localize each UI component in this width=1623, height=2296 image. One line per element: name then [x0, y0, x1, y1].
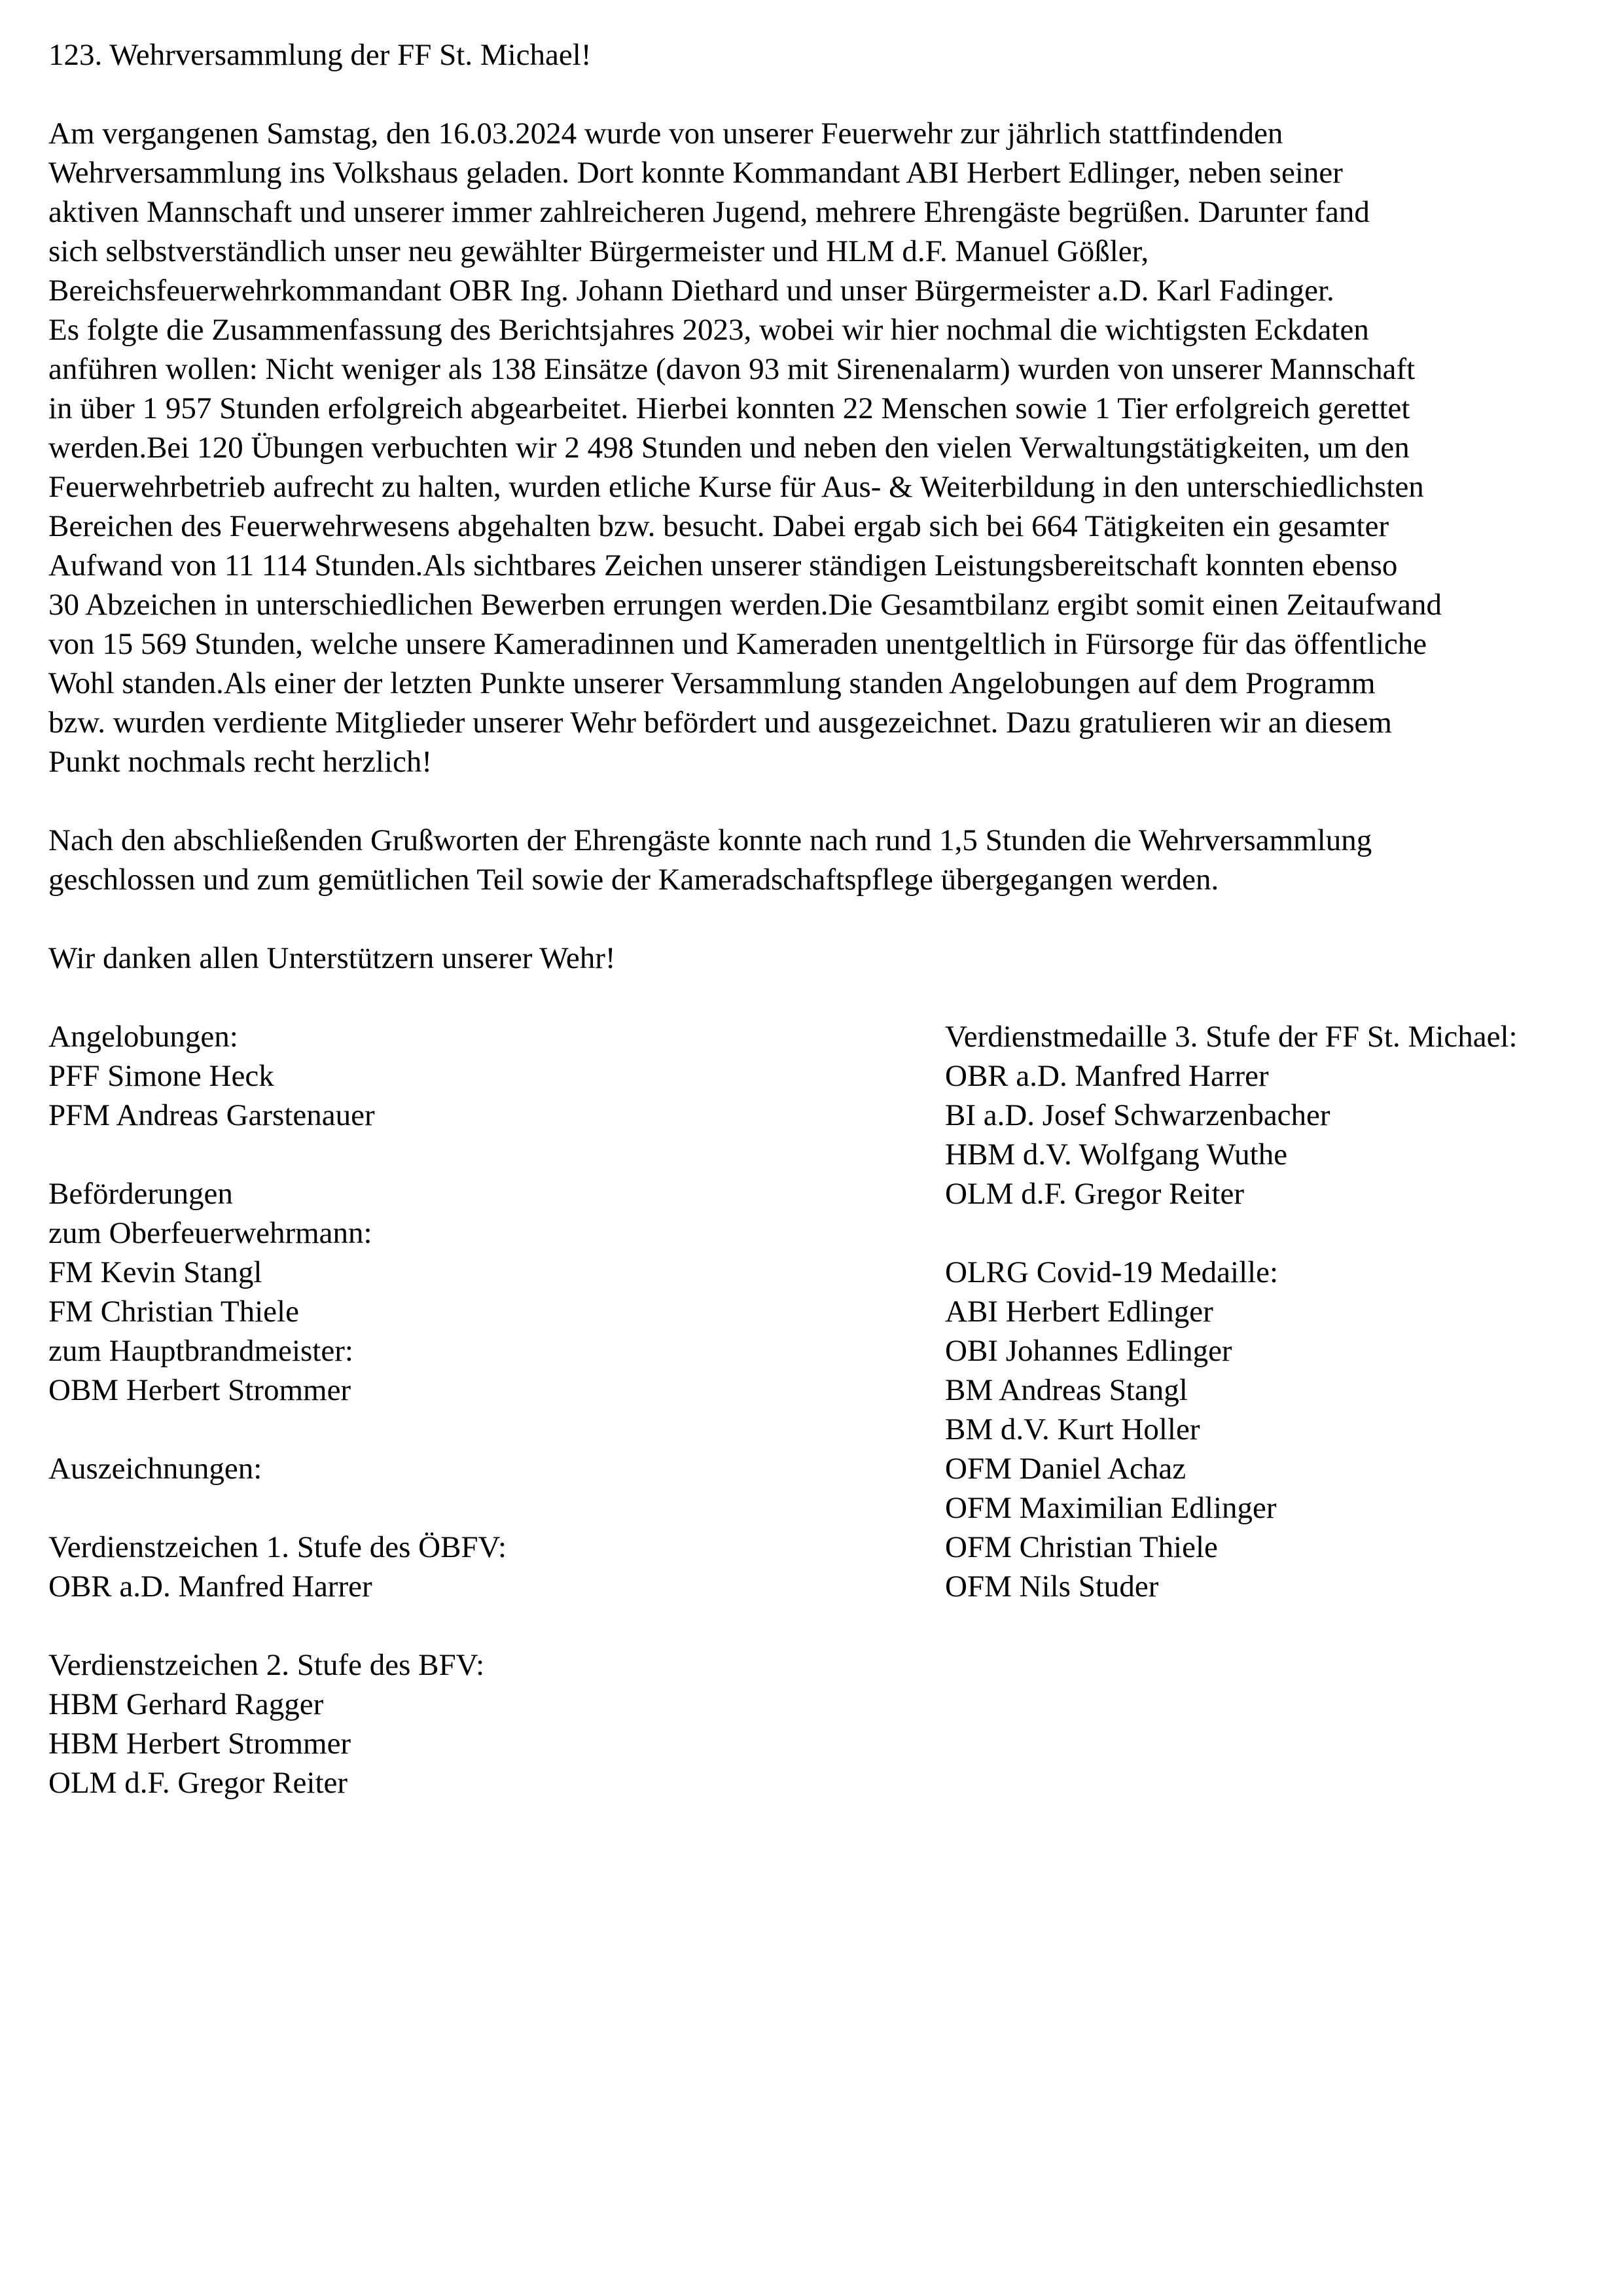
- text-line: Aufwand von 11 114 Stunden.Als sichtbares Zeichen unserer ständigen Leistungsbereitschaft konnten ebenso: [48, 548, 1398, 583]
- spacer: [48, 75, 1593, 114]
- verdienstmedaille-section: [945, 1017, 1593, 1213]
- text-line: aktiven Mannschaft und unserer immer zahlreicheren Jugend, mehrere Ehrengäste begrüßen. Darunter fand: [48, 195, 1370, 229]
- name-item: OBM Herbert Strommer: [48, 1373, 351, 1407]
- text-line: Wehrversammlung ins Volkshaus geladen. Dort konnte Kommandant ABI Herbert Edlinger, neben seiner: [48, 156, 1343, 190]
- text-line: Punkt nochmals recht herzlich!: [48, 745, 433, 779]
- name-item: OBR a.D. Manfred Harrer: [48, 1570, 372, 1604]
- left-column: [48, 1017, 899, 1803]
- text-line: Nach den abschließenden Grußworten der Ehrengäste konnte nach rund 1,5 Stunden die Wehrversammlung: [48, 823, 1372, 857]
- text-line: anführen wollen: Nicht weniger als 138 Einsätze (davon 93 mit Sirenenalarm) wurden von unserer Mannschaft: [48, 352, 1416, 386]
- name-item: PFF Simone Heck: [48, 1059, 274, 1093]
- section-heading: Verdienstzeichen 2. Stufe des BFV:: [48, 1648, 485, 1682]
- name-item: OFM Christian Thiele: [945, 1530, 1218, 1564]
- text-line: Bereichsfeuerwehrkommandant OBR Ing. Johann Diethard und unser Bürgermeister a.D. Karl Fadinger.: [48, 274, 1334, 308]
- text-line: in über 1 957 Stunden erfolgreich abgearbeitet. Hierbei konnten 22 Menschen sowie 1 Tier erfolgreich gerettet: [48, 391, 1410, 425]
- section-heading: Auszeichnungen:: [48, 1452, 262, 1486]
- text-line: geschlossen und zum gemütlichen Teil sowie der Kameradschaftspflege übergegangen werden.: [48, 863, 1219, 897]
- name-item: BM d.V. Kurt Holler: [945, 1412, 1200, 1446]
- verdienstzeichen1-section: [48, 1528, 899, 1606]
- text-line: Es folgte die Zusammenfassung des Berichtsjahres 2023, wobei wir hier nochmal die wichtigsten Eckdaten: [48, 313, 1369, 347]
- section-heading: Angelobungen:: [48, 1020, 238, 1054]
- name-item: OBR a.D. Manfred Harrer: [945, 1059, 1269, 1093]
- name-item: PFM Andreas Garstenauer: [48, 1098, 375, 1132]
- text-line: Am vergangenen Samstag, den 16.03.2024 wurde von unserer Feuerwehr zur jährlich stattfindenden: [48, 117, 1283, 151]
- paragraph-report: [48, 114, 1593, 781]
- name-item: ABI Herbert Edlinger: [945, 1295, 1213, 1329]
- name-item: OLM d.F. Gregor Reiter: [48, 1766, 348, 1800]
- name-item: FM Christian Thiele: [48, 1295, 299, 1329]
- name-item: OFM Nils Studer: [945, 1570, 1159, 1604]
- verdienstzeichen2-section: [48, 1645, 899, 1803]
- text-line: werden.Bei 120 Übungen verbuchten wir 2 498 Stunden und neben den vielen Verwaltungstätigkeiten, um den: [48, 431, 1410, 465]
- subsection-heading: zum Oberfeuerwehrmann:: [48, 1216, 372, 1250]
- name-item: HBM Gerhard Ragger: [48, 1687, 324, 1721]
- spacer: [48, 1410, 899, 1449]
- name-item: HBM d.V. Wolfgang Wuthe: [945, 1138, 1288, 1172]
- covid-medaille-section: [945, 1253, 1593, 1606]
- spacer: [945, 1213, 1593, 1253]
- name-item: BM Andreas Stangl: [945, 1373, 1188, 1407]
- text-line: von 15 569 Stunden, welche unsere Kameradinnen und Kameraden unentgeltlich in Fürsorge für das öffentliche: [48, 627, 1427, 661]
- thanks-line: Wir danken allen Unterstützern unserer Wehr!: [48, 941, 616, 975]
- text-line: Bereichen des Feuerwehrwesens abgehalten bzw. besucht. Dabei ergab sich bei 664 Tätigkeiten ein gesamter: [48, 509, 1389, 543]
- spacer: [48, 1488, 899, 1528]
- section-heading: OLRG Covid-19 Medaille:: [945, 1255, 1279, 1289]
- text-line: bzw. wurden verdiente Mitglieder unserer Wehr befördert und ausgezeichnet. Dazu gratulieren wir an diesem: [48, 706, 1392, 740]
- text-line: Wohl standen.Als einer der letzten Punkte unserer Versammlung standen Angelobungen auf dem Programm: [48, 666, 1376, 700]
- paragraph-closing: [48, 821, 1593, 899]
- subsection-heading: zum Hauptbrandmeister:: [48, 1334, 353, 1368]
- text-line: Feuerwehrbetrieb aufrecht zu halten, wurden etliche Kurse für Aus- & Weiterbildung in den unterschiedlichsten: [48, 470, 1424, 504]
- name-item: HBM Herbert Strommer: [48, 1727, 351, 1761]
- name-item: OBI Johannes Edlinger: [945, 1334, 1232, 1368]
- befoerderungen-section: [48, 1174, 899, 1410]
- text-line: sich selbstverständlich unser neu gewählter Bürgermeister und HLM d.F. Manuel Gößler,: [48, 234, 1149, 268]
- spacer: [48, 1606, 899, 1645]
- name-item: FM Kevin Stangl: [48, 1255, 262, 1289]
- section-heading: Verdienstmedaille 3. Stufe der FF St. Michael:: [945, 1020, 1518, 1054]
- document-title: 123. Wehrversammlung der FF St. Michael!: [48, 38, 592, 72]
- angelobungen-section: [48, 1017, 899, 1135]
- document-page: [48, 35, 1593, 1800]
- spacer: [48, 781, 1593, 821]
- name-item: OLM d.F. Gregor Reiter: [945, 1177, 1245, 1211]
- spacer: [48, 899, 1593, 939]
- right-column: [945, 1017, 1593, 1606]
- name-item: OFM Maximilian Edlinger: [945, 1491, 1277, 1525]
- name-item: BI a.D. Josef Schwarzenbacher: [945, 1098, 1330, 1132]
- spacer: [48, 1135, 899, 1174]
- section-heading: Verdienstzeichen 1. Stufe des ÖBFV:: [48, 1530, 507, 1564]
- text-line: 30 Abzeichen in unterschiedlichen Bewerben errungen werden.Die Gesamtbilanz ergibt somit einen Zeitaufwand: [48, 588, 1442, 622]
- name-item: OFM Daniel Achaz: [945, 1452, 1186, 1486]
- spacer: [48, 978, 1593, 1017]
- section-heading: Beförderungen: [48, 1177, 233, 1211]
